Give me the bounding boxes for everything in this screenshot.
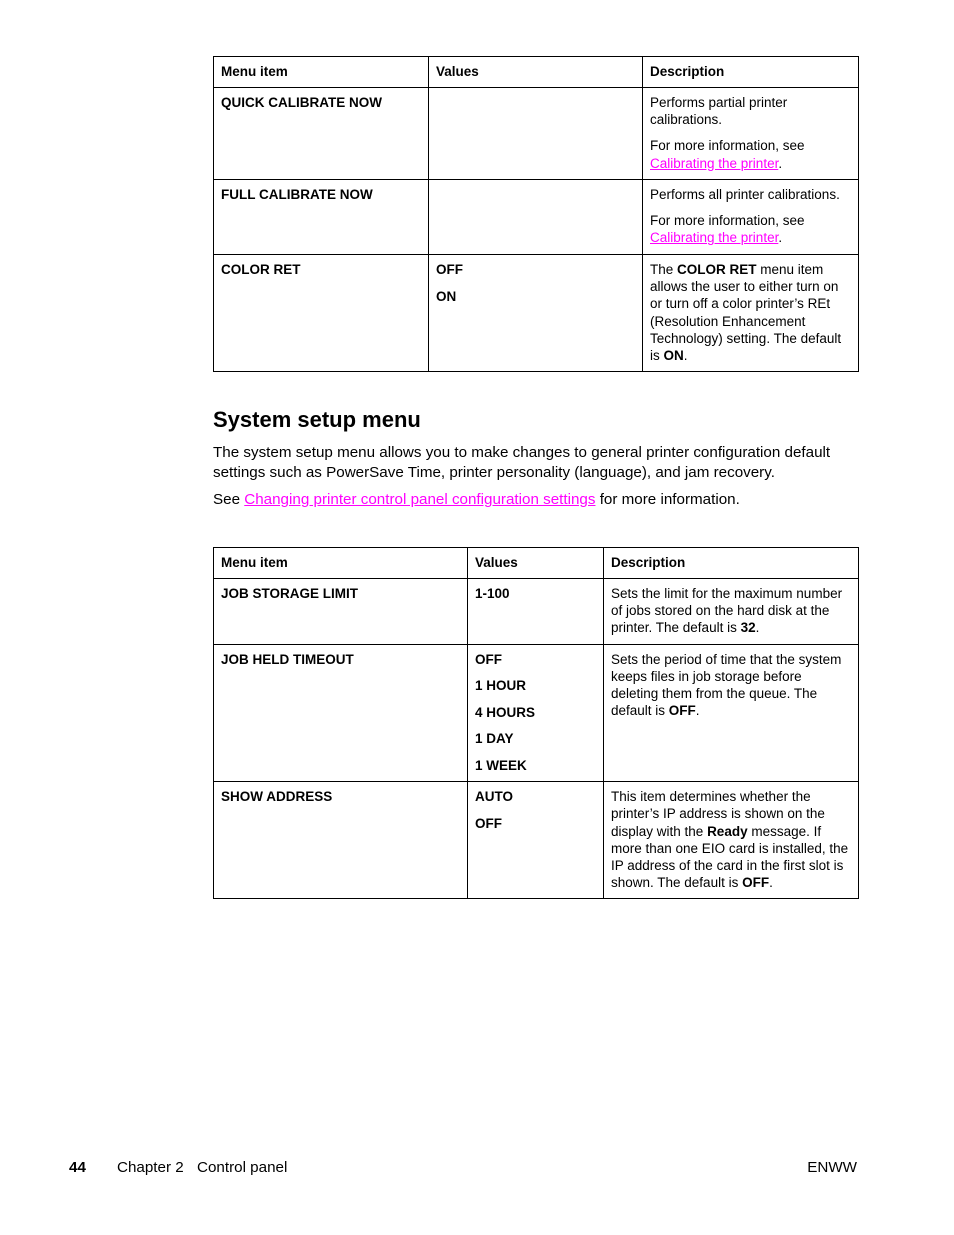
description-cell <box>604 782 859 899</box>
value-option: 1 WEEK <box>475 757 527 773</box>
desc-bold: Ready <box>707 823 748 839</box>
description-text <box>611 651 851 720</box>
desc-part: Sets the period of time that the system keeps files in job storage before deleting them from the queue. The default is <box>611 651 842 719</box>
values-cell <box>429 88 643 180</box>
description-text <box>611 788 851 891</box>
footer-chapter: Chapter 2 <box>117 1159 184 1176</box>
table-header-row <box>214 57 859 88</box>
description-more-info <box>650 137 851 171</box>
menu-item-cell: JOB HELD TIMEOUT <box>214 644 468 782</box>
table-row <box>214 782 859 899</box>
calibrating-printer-link[interactable]: Calibrating the printer <box>650 155 779 171</box>
page-number: 44 <box>69 1159 86 1176</box>
more-info-prefix: For more information, see <box>650 138 805 154</box>
col-header-description: Description <box>643 57 859 88</box>
menu-item-cell: COLOR RET <box>214 255 429 372</box>
config-settings-link[interactable]: Changing printer control panel configuration settings <box>244 491 596 508</box>
more-info-suffix: . <box>778 230 783 246</box>
value-option: 1-100 <box>475 586 510 601</box>
description-cell <box>643 255 859 372</box>
col-header-menu-item: Menu item <box>214 57 429 88</box>
value-option: 4 HOURS <box>475 704 536 720</box>
table-row <box>214 255 859 372</box>
value-option: OFF <box>436 262 463 277</box>
see-suffix: for more information. <box>595 491 740 508</box>
value-option: OFF <box>475 815 502 831</box>
see-also-line <box>213 490 863 510</box>
table-row <box>214 180 859 255</box>
value-option: 1 HOUR <box>475 678 527 694</box>
value-option: AUTO <box>475 789 514 805</box>
menu-table-system-setup <box>213 547 859 899</box>
footer-section: Control panel <box>197 1159 288 1176</box>
values-cell <box>429 255 643 372</box>
desc-bold: COLOR RET <box>677 262 757 277</box>
col-header-description: Description <box>604 548 859 579</box>
desc-bold: 32 <box>740 620 756 636</box>
description-text <box>650 261 851 364</box>
col-header-values: Values <box>429 57 643 88</box>
description-cell <box>604 644 859 782</box>
desc-part: The <box>650 262 678 277</box>
values-cell <box>468 644 604 782</box>
description-cell <box>643 88 859 180</box>
see-prefix: See <box>213 491 245 508</box>
desc-part: . <box>695 703 700 719</box>
values-cell <box>468 579 604 645</box>
description-text <box>611 585 851 637</box>
description-cell <box>604 579 859 645</box>
desc-part: message. If more than one EIO card is installed, the IP address of the card in the first slot is shown. The default is <box>611 823 849 891</box>
col-header-menu-item: Menu item <box>214 548 468 579</box>
desc-part: menu item allows the user to either turn on or turn off a color printer’s REt (Resolution Enhancement Technology) setting. The default is <box>650 262 842 364</box>
desc-bold: ON <box>663 348 684 364</box>
menu-item-cell: JOB STORAGE LIMIT <box>214 579 468 645</box>
menu-table-calibration <box>213 56 859 372</box>
col-header-values: Values <box>468 548 604 579</box>
menu-item-cell: FULL CALIBRATE NOW <box>214 180 429 255</box>
values-cell <box>429 180 643 255</box>
desc-part: . <box>683 348 688 364</box>
description-text: Performs partial printer calibrations. <box>650 95 788 128</box>
section-intro: The system setup menu allows you to make changes to general printer configuration default settings such as PowerSave Time, printer personality (language), and jam recovery. <box>213 444 831 481</box>
footer-locale-code: ENWW <box>807 1159 857 1176</box>
table-row <box>214 644 859 782</box>
description-cell <box>643 180 859 255</box>
value-option: OFF <box>475 651 502 667</box>
section-heading: System setup menu <box>213 407 421 432</box>
more-info-prefix: For more information, see <box>650 213 805 229</box>
description-more-info <box>650 212 851 246</box>
description-text: Performs all printer calibrations. <box>650 187 840 202</box>
desc-part: . <box>769 875 773 891</box>
values-cell <box>468 782 604 899</box>
desc-part: . <box>755 620 760 636</box>
desc-bold: OFF <box>668 703 696 719</box>
more-info-suffix: . <box>778 155 783 171</box>
desc-bold: OFF <box>742 875 770 891</box>
menu-item-cell: SHOW ADDRESS <box>214 782 468 899</box>
desc-part: This item determines whether the printer’s IP address is shown on the display with the <box>611 789 825 839</box>
table-row <box>214 579 859 645</box>
calibrating-printer-link[interactable]: Calibrating the printer <box>650 230 779 246</box>
table-header-row <box>214 548 859 579</box>
value-option: ON <box>436 288 457 304</box>
value-option: 1 DAY <box>475 731 514 747</box>
table-row <box>214 88 859 180</box>
menu-item-cell: QUICK CALIBRATE NOW <box>214 88 429 180</box>
desc-part: Sets the limit for the maximum number of jobs stored on the hard disk at the printer. The default is <box>611 586 843 636</box>
